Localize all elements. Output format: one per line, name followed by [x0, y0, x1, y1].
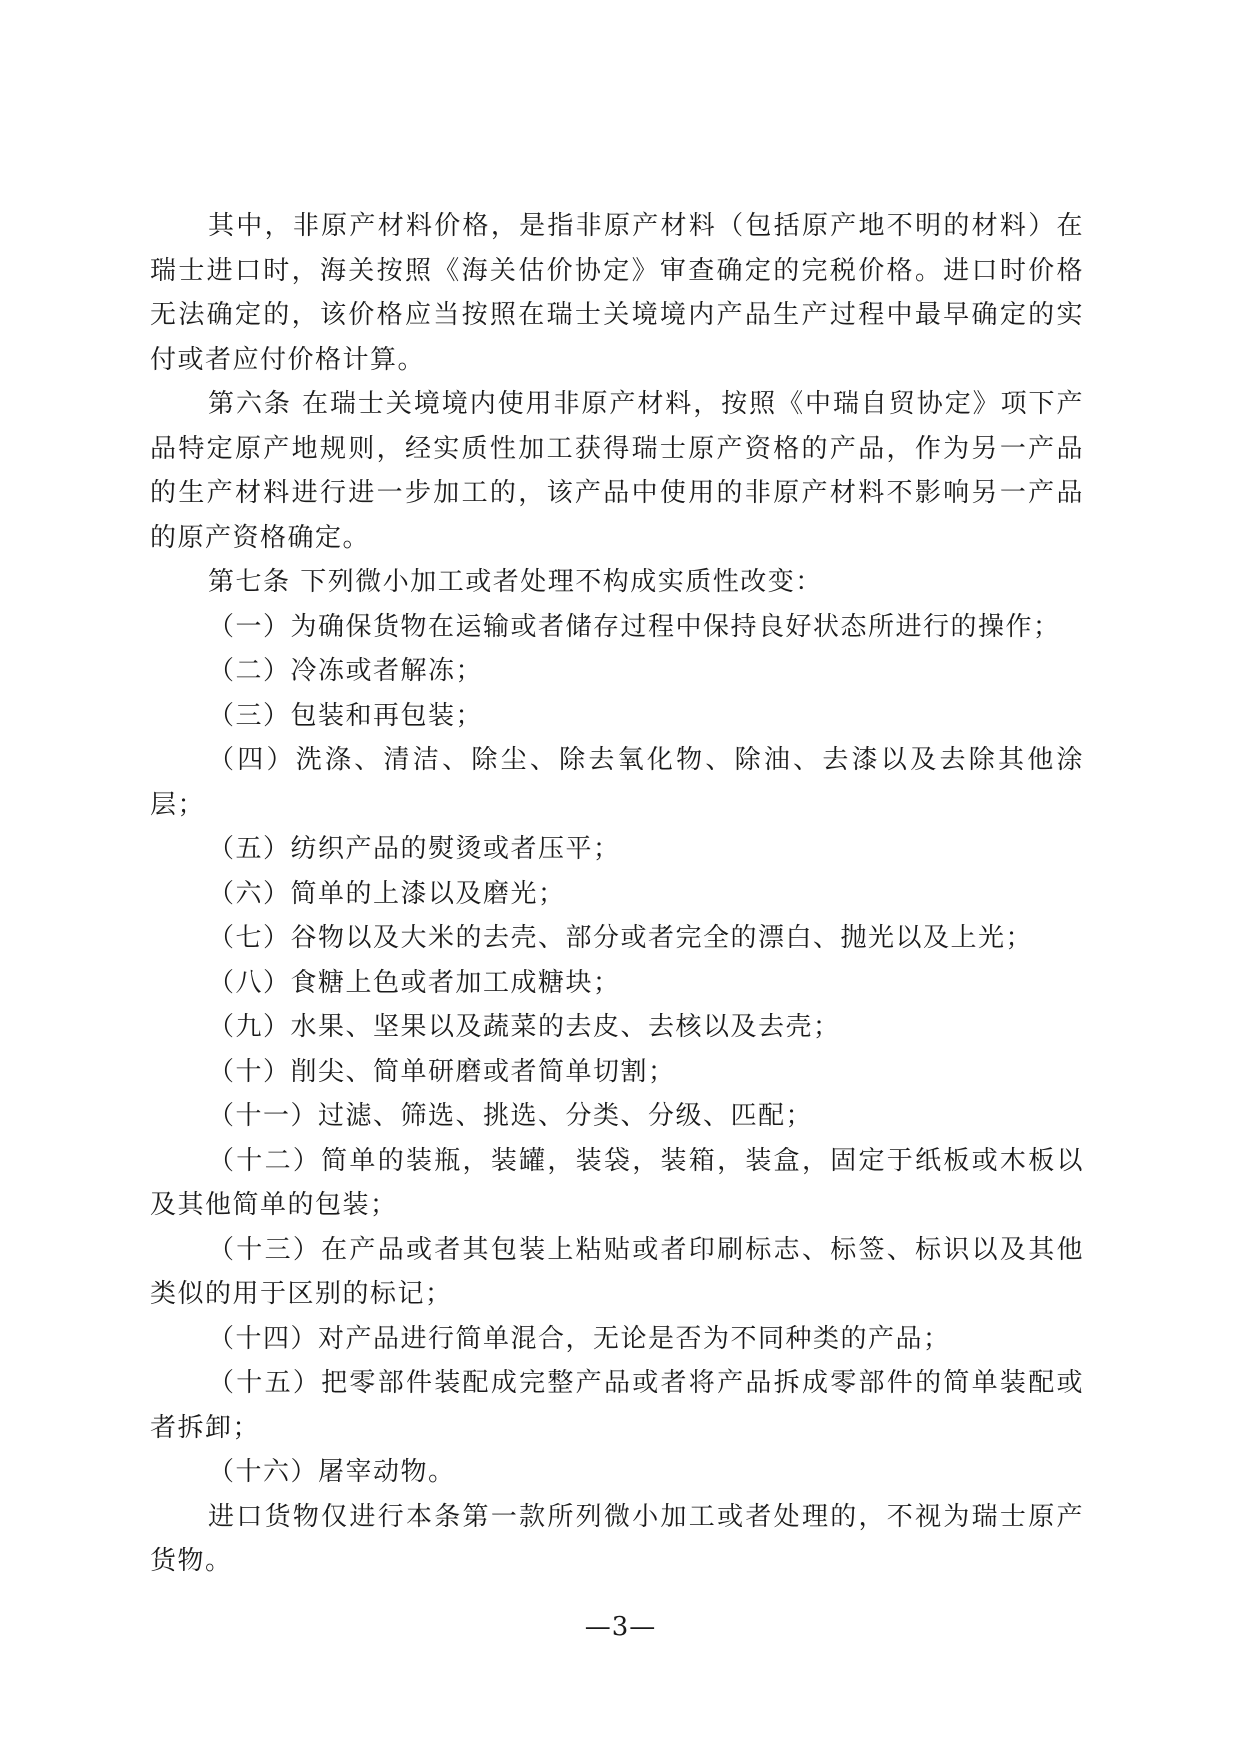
- paragraph-closing-clause: 进口货物仅进行本条第一款所列微小加工或者处理的，不视为瑞士原产货物。: [150, 1501, 1084, 1576]
- page-number: —3—: [584, 1612, 657, 1642]
- list-item-4: （四）洗涤、清洁、除尘、除去氧化物、除油、去漆以及去除其他涂层；: [150, 745, 1084, 820]
- list-item-16: （十六）屠宰动物。: [208, 1457, 456, 1487]
- list-item-3: （三）包装和再包装；: [208, 700, 484, 731]
- list-item-10: （十）削尖、简单研磨或者简单切割；: [208, 1056, 676, 1087]
- paragraph-article-6: 第六条 在瑞士关境境内使用非原产材料，按照《中瑞自贸协定》项下产品特定原产地规则，经实质性加工获得瑞士原产资格的产品，作为另一产品的生产材料进行进一步加工的，该产品中使用的非原产材料不影响另一产品的原产资格确定。: [150, 389, 1084, 553]
- list-item-9: （九）水果、坚果以及蔬菜的去皮、去核以及去壳；: [208, 1012, 841, 1042]
- list-item-8: （八）食糖上色或者加工成糖块；: [208, 967, 621, 998]
- list-item-15: （十五）把零部件装配成完整产品或者将产品拆成零部件的简单装配或者拆卸；: [150, 1368, 1084, 1443]
- list-item-11: （十一）过滤、筛选、挑选、分类、分级、匹配；: [208, 1101, 814, 1131]
- list-item-14: （十四）对产品进行简单混合，无论是否为不同种类的产品；: [208, 1323, 951, 1354]
- list-item-7: （七）谷物以及大米的去壳、部分或者完全的漂白、抛光以及上光；: [208, 923, 1034, 953]
- document-body: [150, 204, 1084, 1584]
- paragraph-article-7: 第七条 下列微小加工或者处理不构成实质性改变：: [208, 567, 823, 597]
- list-item-2: （二）冷冻或者解冻；: [208, 656, 484, 686]
- list-item-6: （六）简单的上漆以及磨光；: [208, 878, 566, 909]
- list-item-1: （一）为确保货物在运输或者储存过程中保持良好状态所进行的操作；: [208, 611, 1061, 642]
- list-item-5: （五）纺织产品的熨烫或者压平；: [208, 834, 621, 864]
- list-item-12: （十二）简单的装瓶，装罐，装袋，装箱，装盒，固定于纸板或木板以及其他简单的包装；: [150, 1145, 1084, 1220]
- paragraph-non-originating-price: 其中，非原产材料价格，是指非原产材料（包括原产地不明的材料）在瑞士进口时，海关按照《海关估价协定》审查确定的完税价格。进口时价格无法确定的，该价格应当按照在瑞士关境境内产品生产过程中最早确定的实付或者应付价格计算。: [150, 211, 1084, 375]
- list-item-13: （十三）在产品或者其包装上粘贴或者印刷标志、标签、标识以及其他类似的用于区别的标记；: [150, 1234, 1084, 1309]
